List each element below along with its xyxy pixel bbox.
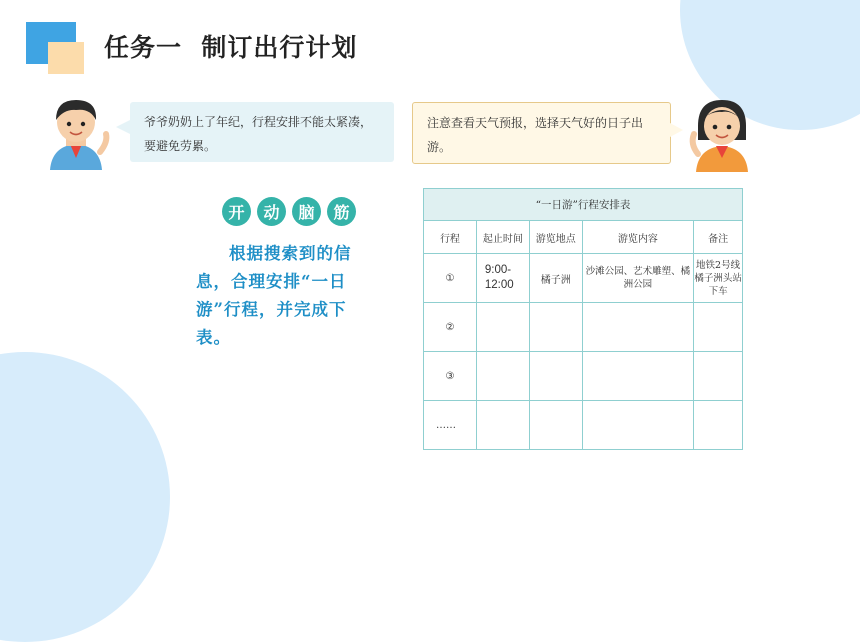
table-cell[interactable] (582, 401, 694, 450)
itinerary-table (423, 188, 743, 450)
header-cell: 备注 (694, 221, 743, 254)
tag-char: 动 (257, 197, 286, 226)
table-cell: ② (424, 303, 477, 352)
table-cell[interactable] (694, 352, 743, 401)
table-cell[interactable] (476, 352, 529, 401)
table-cell[interactable] (694, 303, 743, 352)
table-row (424, 254, 743, 303)
header-cell: 行程 (424, 221, 477, 254)
page-title: 任务一 制订出行计划 (104, 33, 358, 62)
header-cell: 游览地点 (529, 221, 582, 254)
decor-circle-bottom-left (0, 352, 170, 642)
table-cell[interactable]: 9:00-12:00 (476, 254, 529, 303)
title-decor-orange-square (48, 42, 84, 74)
table-cell: …… (424, 401, 477, 450)
task-prompt: 根据搜索到的信息，合理安排“一日游”行程，并完成下表。 (196, 244, 352, 347)
tag-char: 筋 (327, 197, 356, 226)
table-header-row (424, 221, 743, 254)
boy-illustration (40, 96, 112, 170)
speech-bubble-girl: 注意查看天气预报，选择天气好的日子出游。 (412, 102, 671, 164)
header-cell: 游览内容 (582, 221, 694, 254)
table-caption: “一日游”行程安排表 (424, 189, 743, 221)
speech-bubble-boy: 爷爷奶奶上了年纪，行程安排不能太紧凑，要避免劳累。 (130, 102, 394, 162)
tag-char: 脑 (292, 197, 321, 226)
table-row (424, 303, 743, 352)
table-cell: ① (424, 254, 477, 303)
header-cell: 起止时间 (476, 221, 529, 254)
table-cell[interactable] (476, 401, 529, 450)
table-row (424, 352, 743, 401)
table-cell: ③ (424, 352, 477, 401)
table-cell[interactable]: 地铁2号线橘子洲头站下车 (694, 254, 743, 303)
table-cell[interactable] (529, 401, 582, 450)
table-cell[interactable]: 沙滩公园、艺术雕塑、橘洲公园 (582, 254, 694, 303)
table-cell[interactable]: 橘子洲 (529, 254, 582, 303)
tag-char: 开 (222, 197, 251, 226)
table-cell[interactable] (476, 303, 529, 352)
table-cell[interactable] (529, 303, 582, 352)
table-cell[interactable] (582, 303, 694, 352)
girl-illustration (684, 96, 758, 172)
table-cell[interactable] (529, 352, 582, 401)
table-row (424, 401, 743, 450)
table-cell[interactable] (694, 401, 743, 450)
table-cell[interactable] (582, 352, 694, 401)
brainstorm-tags (222, 197, 356, 226)
